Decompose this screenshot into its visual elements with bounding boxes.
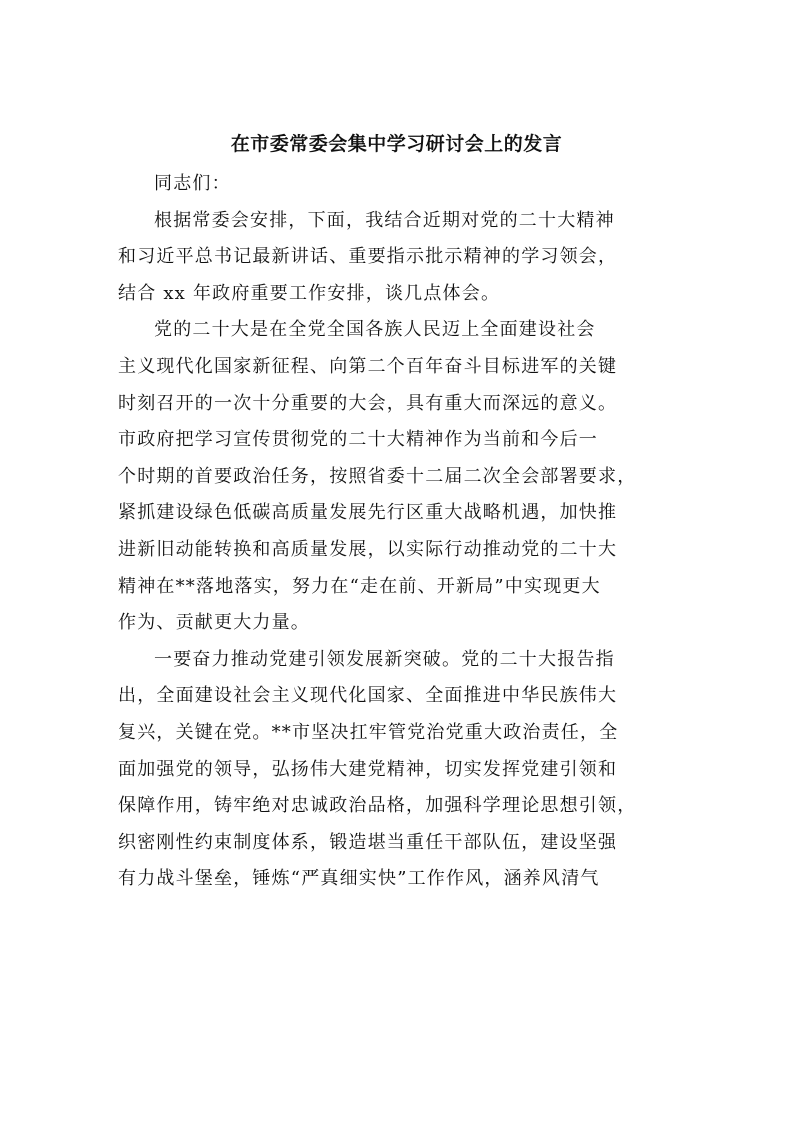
paragraph-line: 面加强党的领导，弘扬伟大建党精神，切实发挥党建引领和 [118,758,618,780]
paragraph-line: 一要奋力推动党建引领发展新突破。党的二十大报告指 [154,648,615,670]
paragraph-line: 党的二十大是在全党全国各族人民迈上全面建设社会 [154,319,596,341]
paragraph-line: 主义现代化国家新征程、向第二个百年奋斗目标进军的关键 [118,355,618,377]
paragraph-line: 保障作用，铸牢绝对忠诚政治品格，加强科学理论思想引领， [118,795,637,817]
paragraph-line: 复兴，关键在党。**市坚决扛牢管党治党重大政治责任，全 [118,721,619,743]
paragraph-line: 进新旧动能转换和高质量发展，以实际行动推动党的二十大 [118,538,618,560]
paragraph-line: 精神在**落地落实，努力在“走在前、开新局”中实现更大 [118,575,601,597]
paragraph-line: 和习近平总书记最新讲话、重要指示批示精神的学习领会， [118,246,618,268]
document-title: 在市委常委会集中学习研讨会上的发言 [230,133,563,155]
paragraph-line: 作为、贡献更大力量。 [118,612,310,634]
paragraph-line: 结合 xx 年政府重要工作安排，谈几点体会。 [118,282,501,304]
paragraph-line: 时刻召开的一次十分重要的大会，具有重大而深远的意义。 [118,392,618,414]
paragraph-2 [118,312,680,641]
paragraph-line: 有力战斗堡垒，锤炼“严真细实快”工作作风，涵养风清气 [118,868,600,890]
document-body [118,166,680,898]
paragraph-line: 紧抓建设绿色低碳高质量发展先行区重大战略机遇，加快推 [118,502,618,524]
paragraph-1 [118,203,680,313]
paragraph-line: 个时期的首要政治任务，按照省委十二届二次全会部署要求， [118,465,637,487]
paragraph-line: 市政府把学习宣传贯彻党的二十大精神作为当前和今后一 [118,429,598,451]
paragraph-3 [118,642,680,898]
paragraph-line: 织密刚性约束制度体系，锻造堪当重任干部队伍，建设坚强 [118,831,618,853]
paragraph-line: 根据常委会安排，下面，我结合近期对党的二十大精神 [154,209,615,231]
paragraph-line: 出，全面建设社会主义现代化国家、全面推进中华民族伟大 [118,685,618,707]
salutation: 同志们： [154,173,231,194]
